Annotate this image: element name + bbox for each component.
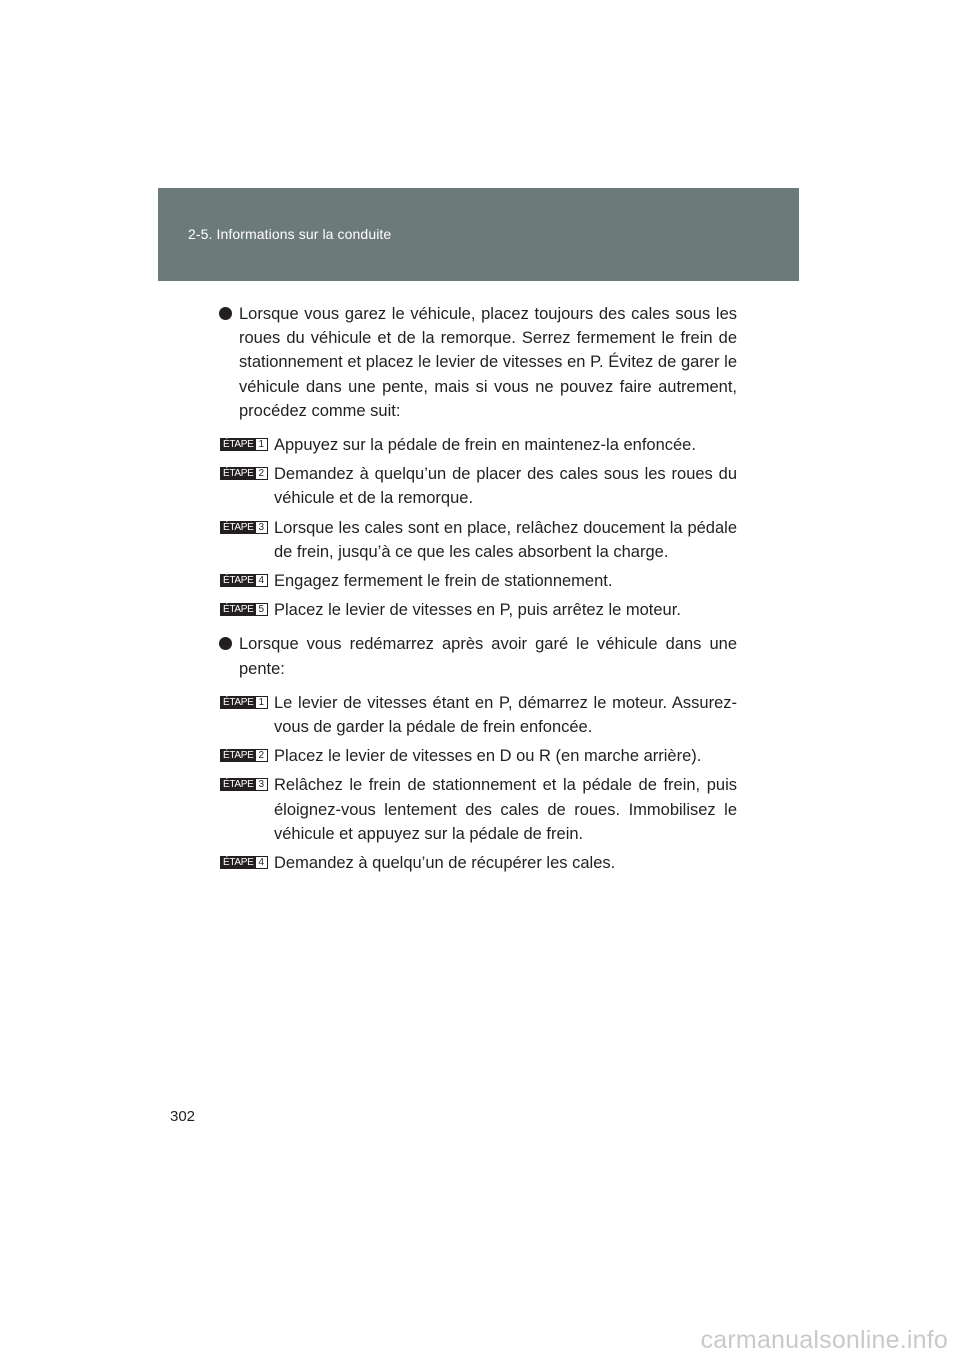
step-badge-icon	[220, 467, 268, 480]
step-item	[219, 773, 737, 846]
step-item	[219, 691, 737, 739]
step-number: 4	[256, 856, 268, 869]
step-text: Le levier de vitesses étant en P, démarrez le moteur. Assurez-vous de garder la pédale de frein enfoncée.	[274, 693, 737, 737]
step-badge-label: ÉTAPE	[220, 438, 256, 451]
section-header-band	[158, 188, 799, 281]
step-text: Relâchez le frein de stationnement et la pédale de frein, puis éloignez-vous lentement des cales de roues. Immobilisez le véhicule et appuyez sur la pédale de frein.	[274, 776, 737, 843]
step-text: Placez le levier de vitesses en P, puis arrêtez le moteur.	[274, 601, 681, 620]
step-badge-label: ÉTAPE	[220, 603, 256, 616]
step-item	[219, 569, 737, 593]
step-text: Demandez à quelqu’un de récupérer les cales.	[274, 854, 616, 873]
step-item	[219, 462, 737, 510]
bullet-item	[219, 302, 737, 423]
bullet-text: Lorsque vous garez le véhicule, placez toujours des cales sous les roues du véhicule et de la remorque. Serrez fermement le frein de stationnement et placez le levier de vitesses en P. Évitez de garer le véhicule dans une pente, mais si vous ne pouvez faire autrement, procédez comme suit:	[239, 305, 737, 420]
step-number: 3	[256, 778, 268, 791]
step-text: Lorsque les cales sont en place, relâchez doucement la pédale de frein, jusqu’à ce que les cales absorbent la charge.	[274, 518, 737, 561]
bullet-dot-icon	[219, 307, 232, 320]
bullet-text: Lorsque vous redémarrez après avoir garé le véhicule dans une pente:	[239, 635, 737, 678]
step-badge-icon	[220, 856, 268, 869]
steps-list-restart	[219, 691, 737, 875]
page-number: 302	[170, 1108, 196, 1125]
bullet-dot-icon	[219, 637, 232, 650]
step-item	[219, 744, 737, 768]
step-text: Appuyez sur la pédale de frein en maintenez-la enfoncée.	[274, 436, 696, 455]
step-badge-icon	[220, 696, 268, 709]
steps-list-parking	[219, 433, 737, 622]
step-number: 2	[256, 749, 268, 762]
step-badge-icon	[220, 438, 268, 451]
step-badge-label: ÉTAPE	[220, 749, 256, 762]
step-number: 1	[256, 696, 268, 709]
step-badge-label: ÉTAPE	[220, 856, 256, 869]
bullet-item	[219, 632, 737, 680]
step-item	[219, 598, 737, 622]
step-number: 1	[256, 438, 268, 451]
step-badge-icon	[220, 603, 268, 616]
step-badge-icon	[220, 778, 268, 791]
step-badge-label: ÉTAPE	[220, 696, 256, 709]
step-number: 4	[256, 574, 268, 587]
step-number: 5	[256, 603, 268, 616]
step-item	[219, 433, 737, 457]
watermark-text: carmanualsonline.info	[700, 1326, 948, 1354]
step-badge-label: ÉTAPE	[220, 521, 256, 534]
step-text: Demandez à quelqu’un de placer des cales sous les roues du véhicule et de la remorque.	[274, 465, 737, 508]
step-badge-label: ÉTAPE	[220, 574, 256, 587]
step-badge-icon	[220, 521, 268, 534]
page-content	[219, 302, 737, 885]
step-item	[219, 851, 737, 875]
step-text: Engagez fermement le frein de stationnement.	[274, 572, 613, 591]
step-text: Placez le levier de vitesses en D ou R (en marche arrière).	[274, 747, 702, 766]
section-title: 2-5. Informations sur la conduite	[188, 226, 392, 242]
step-number: 2	[256, 467, 268, 480]
step-item	[219, 516, 737, 564]
step-badge-label: ÉTAPE	[220, 778, 256, 791]
step-number: 3	[256, 521, 268, 534]
step-badge-icon	[220, 749, 268, 762]
step-badge-label: ÉTAPE	[220, 467, 256, 480]
step-badge-icon	[220, 574, 268, 587]
